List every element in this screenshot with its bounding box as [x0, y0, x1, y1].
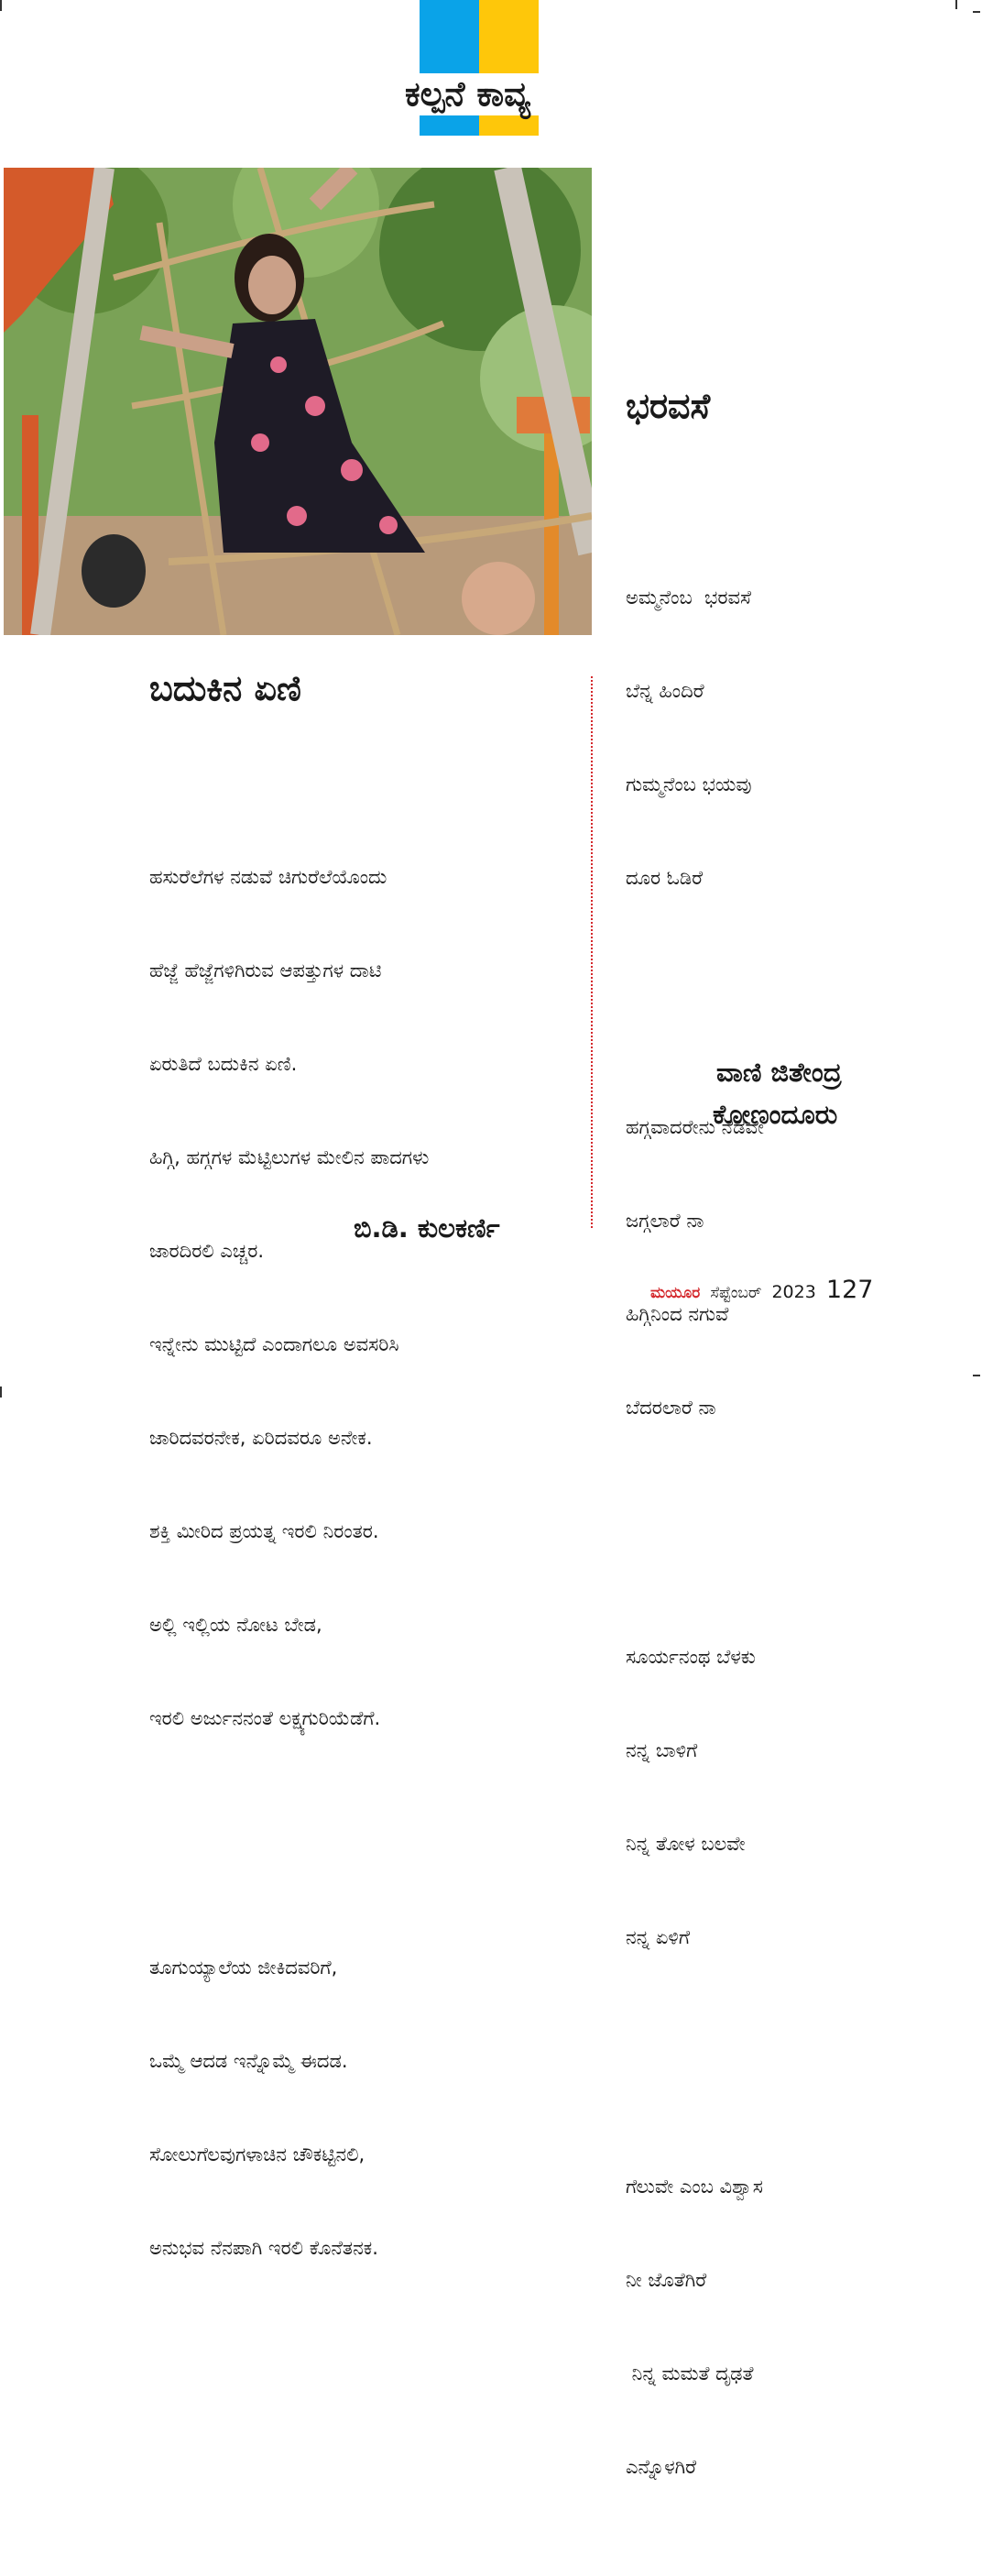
author-left: ಬಿ.ಡಿ. ಕುಲಕರ್ಣಿ — [354, 1212, 500, 1244]
poem-body-left — [149, 737, 429, 2357]
poem-line: ನನ್ನ ಬಾಳಿಗೆ — [626, 1739, 698, 1761]
poem-line: ಜಾರದಿರಲಿ ಎಚ್ಚರ. — [149, 1240, 265, 1262]
poem-title-right: ಭರವಸೆ — [626, 386, 711, 426]
poem-line: ಹಿಗ್ಗಿ, ಹಗ್ಗಗಳ ಮೆಟ್ಟಿಲುಗಳ ಮೇಲಿನ ಪಾದಗಳು — [149, 1146, 430, 1168]
stanza — [626, 1579, 764, 2015]
stanza — [626, 520, 764, 956]
poem-line: ಜಗ್ಗಲಾರೆ ನಾ — [626, 1210, 704, 1232]
page-number: 127 — [825, 1276, 874, 1304]
poem-line: ಅಮ್ಮನೆಂಬ ಭರವಸೆ — [626, 586, 751, 608]
author-right-name: ವಾಣಿ ಜಿತೇಂದ್ರ — [716, 1057, 842, 1088]
poem-line: ಬೆದರಲಾರೆ ನಾ — [626, 1397, 716, 1419]
author-right-place: ಕೋಣಂದೂರು — [713, 1099, 838, 1130]
crop-mark — [0, 1387, 2, 1398]
poem-line: ಗೆಲುವೇ ಎಂಬ ವಿಶ್ವಾಸ — [626, 2176, 763, 2198]
crop-mark — [973, 1375, 980, 1376]
page-footer — [650, 1276, 873, 1309]
poem-body-right — [626, 457, 764, 2576]
poem-line: ಎನ್ನೊಳಗಿರೆ — [626, 2456, 697, 2478]
poem-line: ಹೆಜ್ಜೆ ಹೆಜ್ಜೆಗಳಿಗಿರುವ ಆಪತ್ತುಗಳ ದಾಟಿ — [149, 959, 382, 981]
poem-line: ಅಲ್ಲಿ ಇಲ್ಲಿಯ ನೋಟ ಬೇಡ, — [149, 1614, 322, 1636]
poem-line: ಏರುತಿದೆ ಬದುಕಿನ ಏಣಿ. — [149, 1053, 298, 1075]
crop-mark — [973, 11, 980, 13]
poem-title-left: ಬದುಕಿನ ಏಣಿ — [149, 668, 301, 708]
stanza — [626, 2109, 764, 2545]
poem-line: ಹಸುರೆಲೆಗಳ ನಡುವೆ ಚಿಗುರೆಲೆಯೊಂದು — [149, 866, 387, 888]
crop-mark — [0, 0, 2, 11]
issue-month: ಸೆಪ್ಟೆಂಬರ್ — [710, 1284, 762, 1302]
poem-line: ಒಮ್ಮೆ ಆದಡ ಇನ್ನೊಮ್ಮೆ ಈದಡ. — [149, 2050, 348, 2072]
column-divider — [591, 676, 593, 1228]
poem-line: ನಿನ್ನ ತೋಳ ಬಲವೇ — [626, 1833, 746, 1855]
poem-line: ನೀ ಜೊತೆಗಿರೆ — [626, 2269, 707, 2291]
section-title: ಕಲ್ಪನೆ ಕಾವ್ಯ — [405, 74, 530, 114]
poem-line: ಹಗ್ಗವಾದರೇನು ನೆಡವೇ — [626, 1116, 764, 1138]
poem-line: ಸೂರ್ಯನಂಥ ಬೆಳಕು — [626, 1646, 756, 1668]
poem-line: ಅನುಭವ ನೆನಪಾಗಿ ಇರಲಿ ಕೊನೆತನಕ. — [149, 2237, 378, 2259]
issue-year: 2023 — [771, 1282, 816, 1302]
poem-line: ಸೋಲುಗೆಲವುಗಳಾಚಿನ ಚೌಕಟ್ಟಿನಲಿ, — [149, 2143, 366, 2165]
poem-line: ನನ್ನ ಏಳಿಗೆ — [626, 1926, 691, 1948]
poem-line: ದೂರ ಓಡಿರೆ — [626, 867, 704, 889]
stanza — [149, 799, 429, 1796]
poem-line: ಇನ್ನೇನು ಮುಟ್ಟಿದೆ ಎಂದಾಗಲೂ ಅವಸರಿಸಿ — [149, 1333, 399, 1355]
poem-line: ಹಿಗ್ಗಿನಿಂದ ನಗುವೆ — [626, 1303, 729, 1325]
magazine-brand: ಮಯೂರ — [650, 1284, 701, 1302]
poem-line: ನಿನ್ನ ಮಮತೆ ದೃಢತೆ — [626, 2362, 754, 2384]
photo-of-girl-climbing-rope-ladder-icon — [4, 168, 592, 635]
poem-line: ಇರಲಿ ಅರ್ಜುನನಂತೆ ಲಕ್ಷ್ಯಗುರಿಯೆಡೆಗೆ. — [149, 1707, 381, 1729]
poem-line: ತೂಗುಯ್ಯಾಲೆಯ ಜೀಕಿದವರಿಗೆ, — [149, 1957, 338, 1979]
poem-line: ಗುಮ್ಮನೆಂಬ ಭಯವು — [626, 773, 752, 795]
poem-line: ಶಕ್ತಿ ಮೀರಿದ ಪ್ರಯತ್ನ ಇರಲಿ ನಿರಂತರ. — [149, 1520, 379, 1542]
stanza — [149, 1890, 429, 2326]
poem-line: ಬೆನ್ನ ಹಿಂದಿರೆ — [626, 680, 704, 702]
crop-mark — [955, 0, 957, 9]
poem-line: ಜಾರಿದವರನೇಕ, ಏರಿದವರೂ ಅನೇಕ. — [149, 1427, 373, 1449]
